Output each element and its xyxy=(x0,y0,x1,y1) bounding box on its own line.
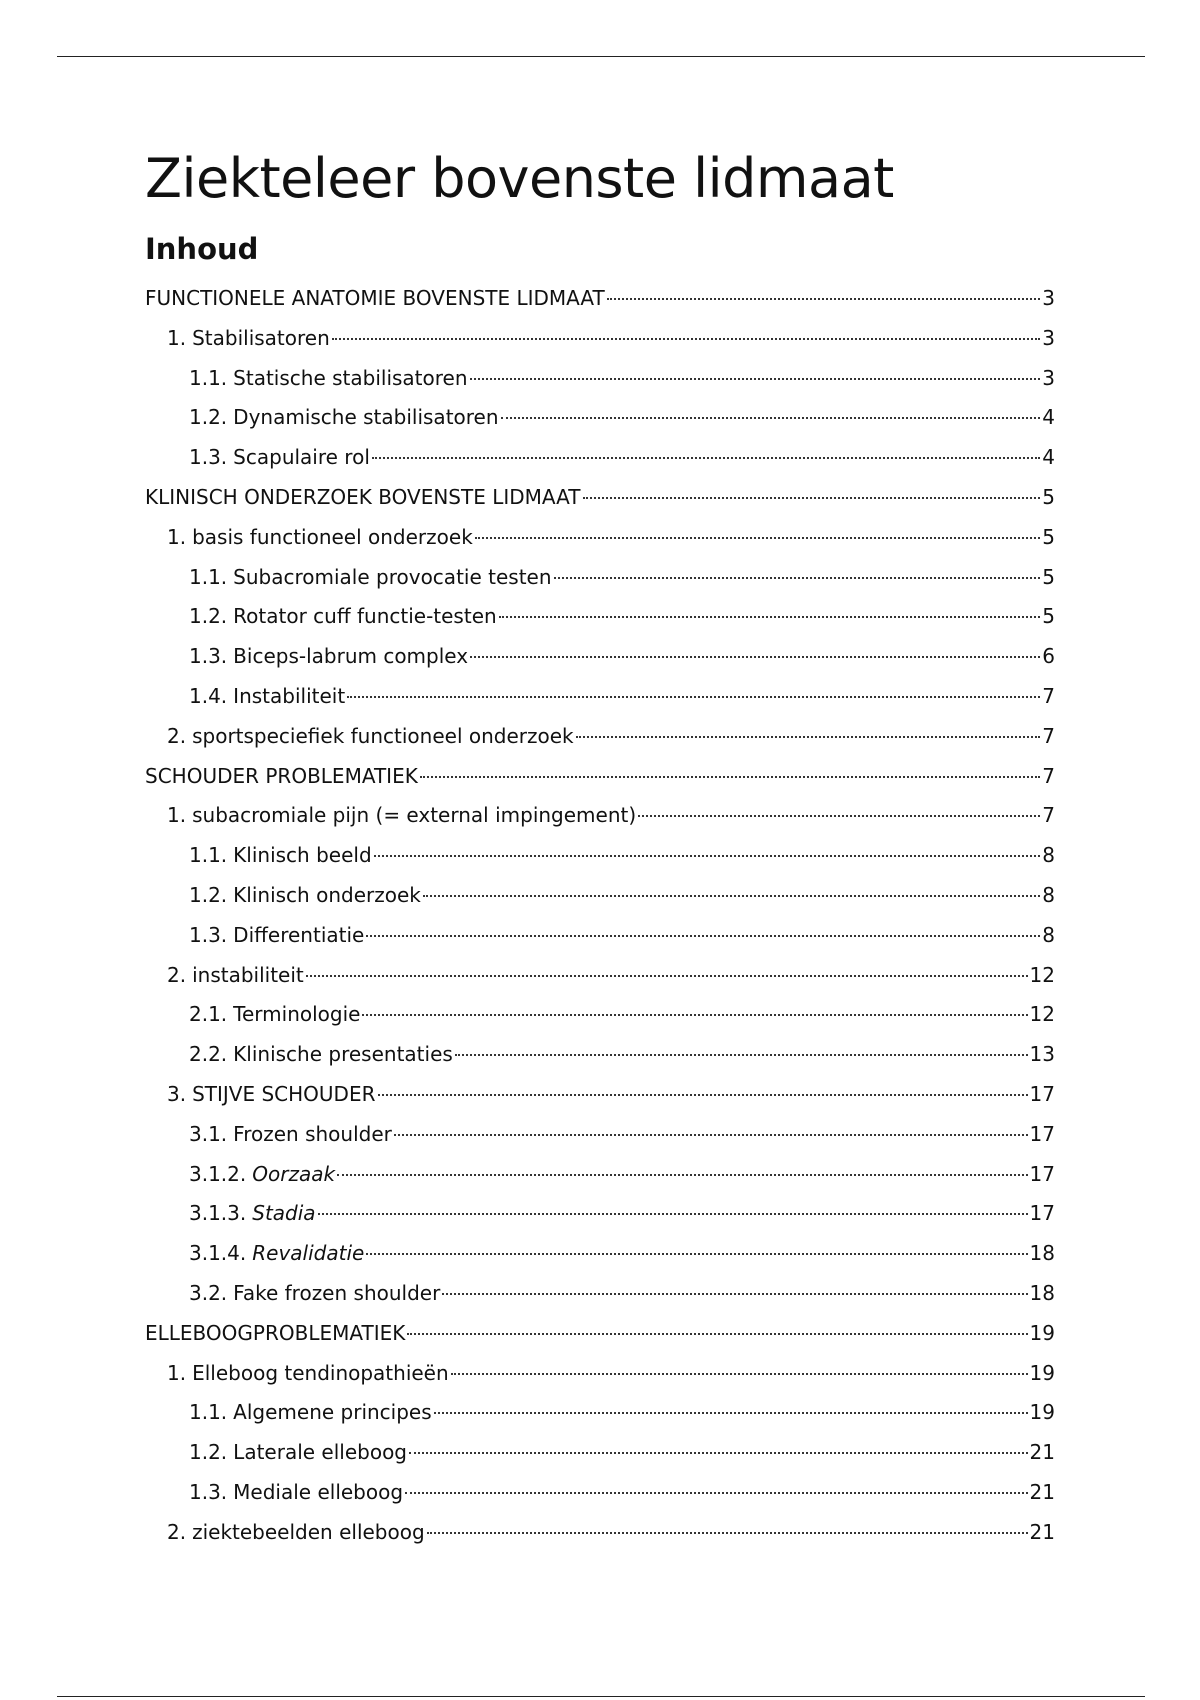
table-of-contents xyxy=(145,279,1055,1553)
toc-entry-number: 1.1. xyxy=(189,564,228,589)
toc-page-number: 6 xyxy=(1042,644,1055,669)
toc-entry-title: Frozen shoulder xyxy=(233,1121,392,1146)
toc-page-number: 12 xyxy=(1029,962,1055,987)
toc-entry-number: 1.2. xyxy=(189,604,228,629)
toc-page-number: 7 xyxy=(1042,763,1055,788)
toc-dot-leader xyxy=(576,736,1041,738)
toc-entry[interactable] xyxy=(145,1354,1055,1394)
toc-entry-number: 1.3. xyxy=(189,1479,228,1504)
toc-entry-title: Klinische presentaties xyxy=(233,1042,453,1067)
toc-entry-number: 1. xyxy=(167,325,187,350)
toc-entry[interactable] xyxy=(145,1314,1055,1354)
toc-entry[interactable] xyxy=(145,1035,1055,1075)
toc-dot-leader xyxy=(407,1333,1027,1335)
toc-entry-title: ziektebeelden elleboog xyxy=(192,1519,425,1544)
toc-dot-leader xyxy=(583,497,1041,499)
toc-entry[interactable] xyxy=(145,637,1055,677)
toc-entry-title: Laterale elleboog xyxy=(233,1440,407,1465)
toc-entry[interactable] xyxy=(145,438,1055,478)
toc-entry[interactable] xyxy=(145,1393,1055,1433)
toc-page-number: 21 xyxy=(1029,1440,1055,1465)
toc-entry-title: Terminologie xyxy=(233,1002,361,1027)
toc-page-number: 3 xyxy=(1042,365,1055,390)
toc-page-number: 18 xyxy=(1029,1241,1055,1266)
toc-dot-leader xyxy=(501,417,1041,419)
toc-dot-leader xyxy=(306,975,1028,977)
toc-entry-number: 1.1. xyxy=(189,843,228,868)
toc-entry-title: Algemene principes xyxy=(233,1400,432,1425)
toc-entry-number: 3.1.2. xyxy=(189,1161,247,1186)
toc-entry[interactable] xyxy=(145,597,1055,637)
toc-dot-leader xyxy=(470,378,1041,380)
toc-entry[interactable] xyxy=(145,757,1055,797)
document-title: Ziekteleer bovenste lidmaat xyxy=(145,147,894,210)
toc-entry[interactable] xyxy=(145,1075,1055,1115)
toc-entry-number: 1.2. xyxy=(189,1440,228,1465)
toc-entry[interactable] xyxy=(145,1115,1055,1155)
toc-entry-title: STIJVE SCHOUDER xyxy=(192,1081,376,1106)
toc-entry[interactable] xyxy=(145,876,1055,916)
toc-entry-number: 3.1.3. xyxy=(189,1201,247,1226)
toc-entry-title: Biceps-labrum complex xyxy=(233,644,469,669)
toc-page-number: 17 xyxy=(1029,1121,1055,1146)
toc-page-number: 19 xyxy=(1029,1400,1055,1425)
toc-dot-leader xyxy=(475,537,1040,539)
toc-entry-number: 1. xyxy=(167,1360,187,1385)
toc-entry-title: basis functioneel onderzoek xyxy=(192,524,473,549)
toc-page-number: 3 xyxy=(1042,325,1055,350)
toc-entry-title: Klinisch onderzoek xyxy=(233,882,421,907)
toc-page-number: 13 xyxy=(1029,1042,1055,1067)
toc-dot-leader xyxy=(554,577,1041,579)
header-rule xyxy=(57,56,1145,57)
toc-page-number: 17 xyxy=(1029,1201,1055,1226)
toc-dot-leader xyxy=(366,935,1040,937)
toc-page-number: 17 xyxy=(1029,1081,1055,1106)
toc-dot-leader xyxy=(378,1094,1028,1096)
toc-entry[interactable] xyxy=(145,1473,1055,1513)
toc-dot-leader xyxy=(337,1174,1028,1176)
toc-dot-leader xyxy=(434,1412,1028,1414)
toc-entry-number: 2. xyxy=(167,723,187,748)
toc-heading: Inhoud xyxy=(145,232,259,266)
toc-entry[interactable] xyxy=(145,677,1055,717)
toc-entry[interactable] xyxy=(145,478,1055,518)
toc-entry-title: Rotator cuff functie-testen xyxy=(233,604,497,629)
toc-dot-leader xyxy=(499,616,1041,618)
toc-page-number: 3 xyxy=(1042,286,1055,310)
toc-dot-leader xyxy=(442,1293,1027,1295)
toc-dot-leader xyxy=(409,1452,1028,1454)
toc-entry-number: 2. xyxy=(167,1519,187,1544)
toc-page-number: 5 xyxy=(1042,604,1055,629)
toc-dot-leader xyxy=(362,1014,1027,1016)
toc-entry-number: 2. xyxy=(167,962,187,987)
toc-entry-number: 3.2. xyxy=(189,1280,228,1305)
toc-dot-leader xyxy=(470,656,1040,658)
toc-entry[interactable] xyxy=(145,916,1055,956)
toc-page-number: 17 xyxy=(1029,1161,1055,1186)
toc-entry-title: Instabiliteit xyxy=(233,683,346,708)
toc-page-number: 8 xyxy=(1042,882,1055,907)
toc-dot-leader xyxy=(423,895,1040,897)
toc-page-number: 7 xyxy=(1042,683,1055,708)
toc-entry-title: Revalidatie xyxy=(252,1241,365,1266)
toc-entry-title: sportspeciefiek functioneel onderzoek xyxy=(192,723,574,748)
toc-dot-leader xyxy=(347,696,1040,698)
toc-dot-leader xyxy=(374,855,1041,857)
toc-entry[interactable] xyxy=(145,359,1055,399)
toc-entry[interactable] xyxy=(145,1274,1055,1314)
footer-rule xyxy=(57,1696,1145,1697)
toc-entry-number: 1.1. xyxy=(189,1400,228,1425)
toc-entry-number: 1.2. xyxy=(189,405,228,430)
toc-entry[interactable] xyxy=(145,319,1055,359)
toc-page-number: 8 xyxy=(1042,922,1055,947)
toc-entry-title: KLINISCH ONDERZOEK BOVENSTE LIDMAAT xyxy=(145,484,581,509)
toc-page-number: 21 xyxy=(1029,1479,1055,1504)
toc-page-number: 5 xyxy=(1042,564,1055,589)
toc-page-number: 21 xyxy=(1029,1519,1055,1544)
toc-entry-number: 3.1.4. xyxy=(189,1241,247,1266)
toc-page-number: 4 xyxy=(1042,445,1055,470)
toc-page-number: 7 xyxy=(1042,723,1055,748)
toc-entry-number: 1.2. xyxy=(189,882,228,907)
toc-entry-number: 1. xyxy=(167,803,187,828)
toc-dot-leader xyxy=(332,338,1040,340)
toc-dot-leader xyxy=(638,815,1040,817)
toc-entry[interactable] xyxy=(145,1194,1055,1234)
toc-entry-number: 1.3. xyxy=(189,644,228,669)
toc-entry-title: ELLEBOOGPROBLEMATIEK xyxy=(145,1320,406,1345)
toc-entry-title: Subacromiale provocatie testen xyxy=(233,564,552,589)
toc-entry[interactable] xyxy=(145,717,1055,757)
toc-entry-number: 3.1. xyxy=(189,1121,228,1146)
toc-entry[interactable] xyxy=(145,398,1055,438)
toc-entry-number: 2.1. xyxy=(189,1002,228,1027)
toc-entry-title: Stadia xyxy=(252,1201,316,1226)
toc-entry[interactable] xyxy=(145,1433,1055,1473)
toc-entry-title: Statische stabilisatoren xyxy=(233,365,468,390)
toc-dot-leader xyxy=(318,1213,1028,1215)
toc-entry[interactable] xyxy=(145,796,1055,836)
toc-entry[interactable] xyxy=(145,836,1055,876)
toc-dot-leader xyxy=(366,1253,1027,1255)
toc-dot-leader xyxy=(451,1373,1028,1375)
toc-page-number: 7 xyxy=(1042,803,1055,828)
toc-entry-title: Differentiatie xyxy=(233,922,365,947)
toc-page-number: 19 xyxy=(1029,1320,1055,1345)
toc-dot-leader xyxy=(372,457,1040,459)
toc-entry-title: FUNCTIONELE ANATOMIE BOVENSTE LIDMAAT xyxy=(145,286,605,310)
toc-entry-title: Fake frozen shoulder xyxy=(233,1280,441,1305)
toc-entry[interactable] xyxy=(145,518,1055,558)
toc-entry-number: 1.1. xyxy=(189,365,228,390)
document-page xyxy=(145,140,1055,1553)
toc-entry-title: Klinisch beeld xyxy=(233,843,372,868)
toc-entry-title: Mediale elleboog xyxy=(233,1479,404,1504)
toc-entry[interactable] xyxy=(145,1513,1055,1553)
toc-entry-title: SCHOUDER PROBLEMATIEK xyxy=(145,763,418,788)
toc-entry[interactable] xyxy=(145,558,1055,598)
toc-entry-number: 1.3. xyxy=(189,922,228,947)
toc-dot-leader xyxy=(455,1054,1028,1056)
toc-entry-title: Elleboog tendinopathieën xyxy=(192,1360,449,1385)
toc-page-number: 5 xyxy=(1042,484,1055,509)
toc-page-number: 18 xyxy=(1029,1280,1055,1305)
toc-entry[interactable] xyxy=(145,1155,1055,1195)
toc-entry-number: 3. xyxy=(167,1081,187,1106)
toc-entry[interactable] xyxy=(145,1234,1055,1274)
toc-entry-title: Dynamische stabilisatoren xyxy=(233,405,499,430)
toc-entry-title: instabiliteit xyxy=(192,962,304,987)
toc-dot-leader xyxy=(427,1532,1028,1534)
toc-entry-title: Oorzaak xyxy=(252,1161,336,1186)
toc-dot-leader xyxy=(394,1134,1028,1136)
toc-entry[interactable] xyxy=(145,279,1055,319)
toc-dot-leader xyxy=(420,776,1040,778)
toc-entry[interactable] xyxy=(145,995,1055,1035)
toc-entry-number: 1.4. xyxy=(189,683,228,708)
toc-entry-title: subacromiale pijn (= external impingement) xyxy=(192,803,637,828)
toc-dot-leader xyxy=(607,298,1041,300)
toc-page-number: 5 xyxy=(1042,524,1055,549)
toc-entry[interactable] xyxy=(145,956,1055,996)
toc-page-number: 4 xyxy=(1042,405,1055,430)
toc-page-number: 8 xyxy=(1042,843,1055,868)
toc-entry-title: Stabilisatoren xyxy=(192,325,330,350)
toc-dot-leader xyxy=(405,1492,1028,1494)
toc-entry-number: 1.3. xyxy=(189,445,228,470)
toc-entry-number: 2.2. xyxy=(189,1042,228,1067)
toc-page-number: 12 xyxy=(1029,1002,1055,1027)
toc-page-number: 19 xyxy=(1029,1360,1055,1385)
toc-entry-number: 1. xyxy=(167,524,187,549)
toc-entry-title: Scapulaire rol xyxy=(233,445,370,470)
